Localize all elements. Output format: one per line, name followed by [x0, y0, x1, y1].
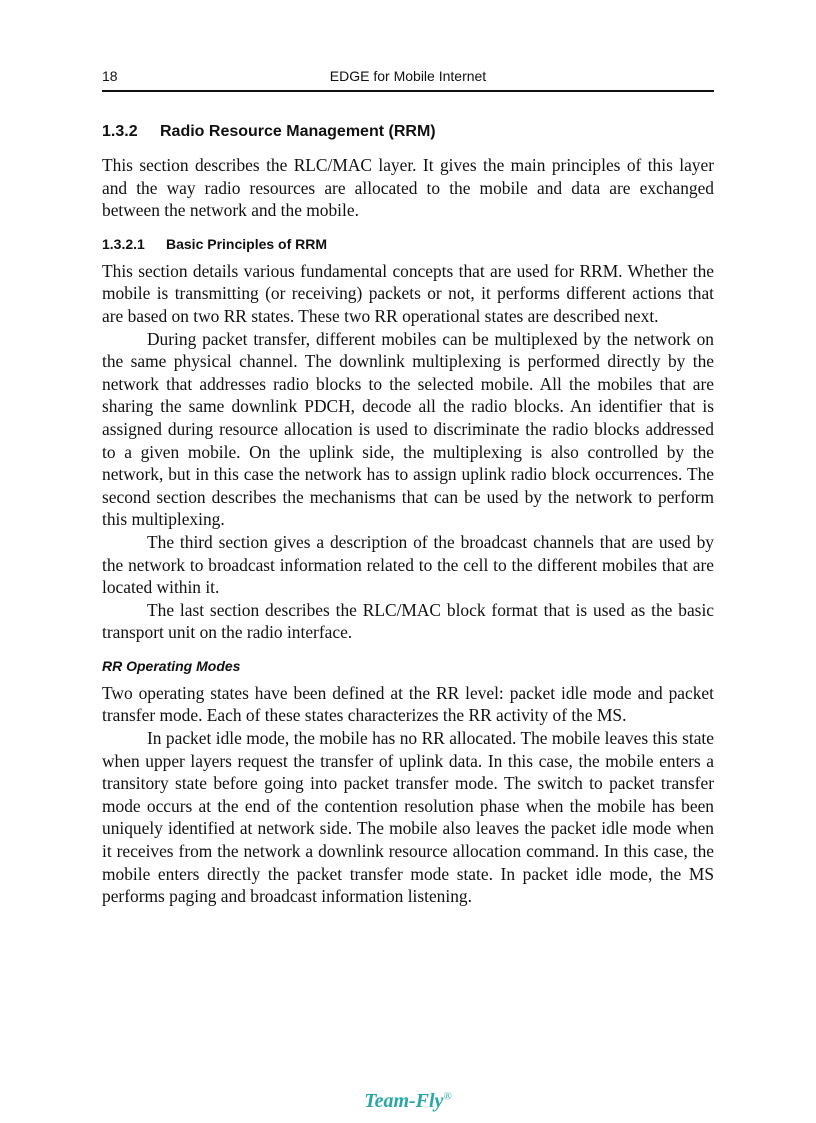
running-header [102, 66, 714, 92]
section-number: 1.3.2 [102, 123, 138, 140]
page-body [102, 120, 714, 908]
page-number: 18 [102, 68, 118, 84]
section-intro-paragraph: This section describes the RLC/MAC layer. It gives the main principles of this layer and the way radio resources are allocated to the mobile and data are exchanged between the network and the mobile. [102, 155, 714, 221]
body-paragraph: Two operating states have been defined at the RR level: packet idle mode and packet transfer mode. Each of these states characterizes the RR activity of the MS. [102, 682, 714, 726]
body-paragraph: This section details various fundamental concepts that are used for RRM. Whether the mobile is transmitting (or receiving) packets or not, it performs different actions that are based on two RR states. These two RR operational states are described next. [102, 260, 714, 326]
registered-mark: ® [443, 1090, 452, 1103]
topic-heading: RR Operating Modes [102, 657, 241, 674]
subsection-title: Basic Principles of RRM [166, 235, 328, 252]
section-heading [102, 120, 714, 144]
body-paragraph: The third section gives a description of the broadcast channels that are used by the network to broadcast information related to the cell to the different mobiles that are located within it. [102, 531, 714, 598]
book-title: EDGE for Mobile Internet [329, 68, 487, 84]
body-paragraph: During packet transfer, different mobiles can be multiplexed by the network on the same physical channel. The downlink multiplexing is performed directly by the network that addresses radio blocks to the selected mobile. All the mobiles that are sharing the same downlink PDCH, decode all the radio blocks. An identifier that is assigned during resource allocation is used to discriminate the radio blocks addressed to a given mobile. On the uplink side, the multiplexing is also controlled by the network, but in this case the network has to assign uplink radio block occurrences. The second section describes the mechanisms that can be used by the network to perform this multiplexing. [102, 328, 714, 530]
footer-brand [0, 1090, 816, 1113]
body-paragraph: In packet idle mode, the mobile has no RR allocated. The mobile leaves this state when upper layers request the transfer of uplink data. In this case, the mobile enters a transitory state before going into packet transfer mode. The switch to packet transfer mode occurs at the end of the contention resolution phase when the mobile has been uniquely identified at network side. The mobile also leaves the packet idle mode when it receives from the network a downlink resource allocation command. In this case, the mobile enters directly the packet transfer mode state. In packet idle mode, the MS performs paging and broadcast information listening. [102, 728, 714, 907]
section-title: Radio Resource Management (RRM) [160, 123, 436, 140]
subsection-heading [102, 234, 714, 254]
subsection-number: 1.3.2.1 [102, 235, 145, 252]
body-paragraph: The last section describes the RLC/MAC block format that is used as the basic transport unit on the radio interface. [102, 599, 714, 643]
footer-brand-text: Team-Fly [364, 1090, 444, 1112]
